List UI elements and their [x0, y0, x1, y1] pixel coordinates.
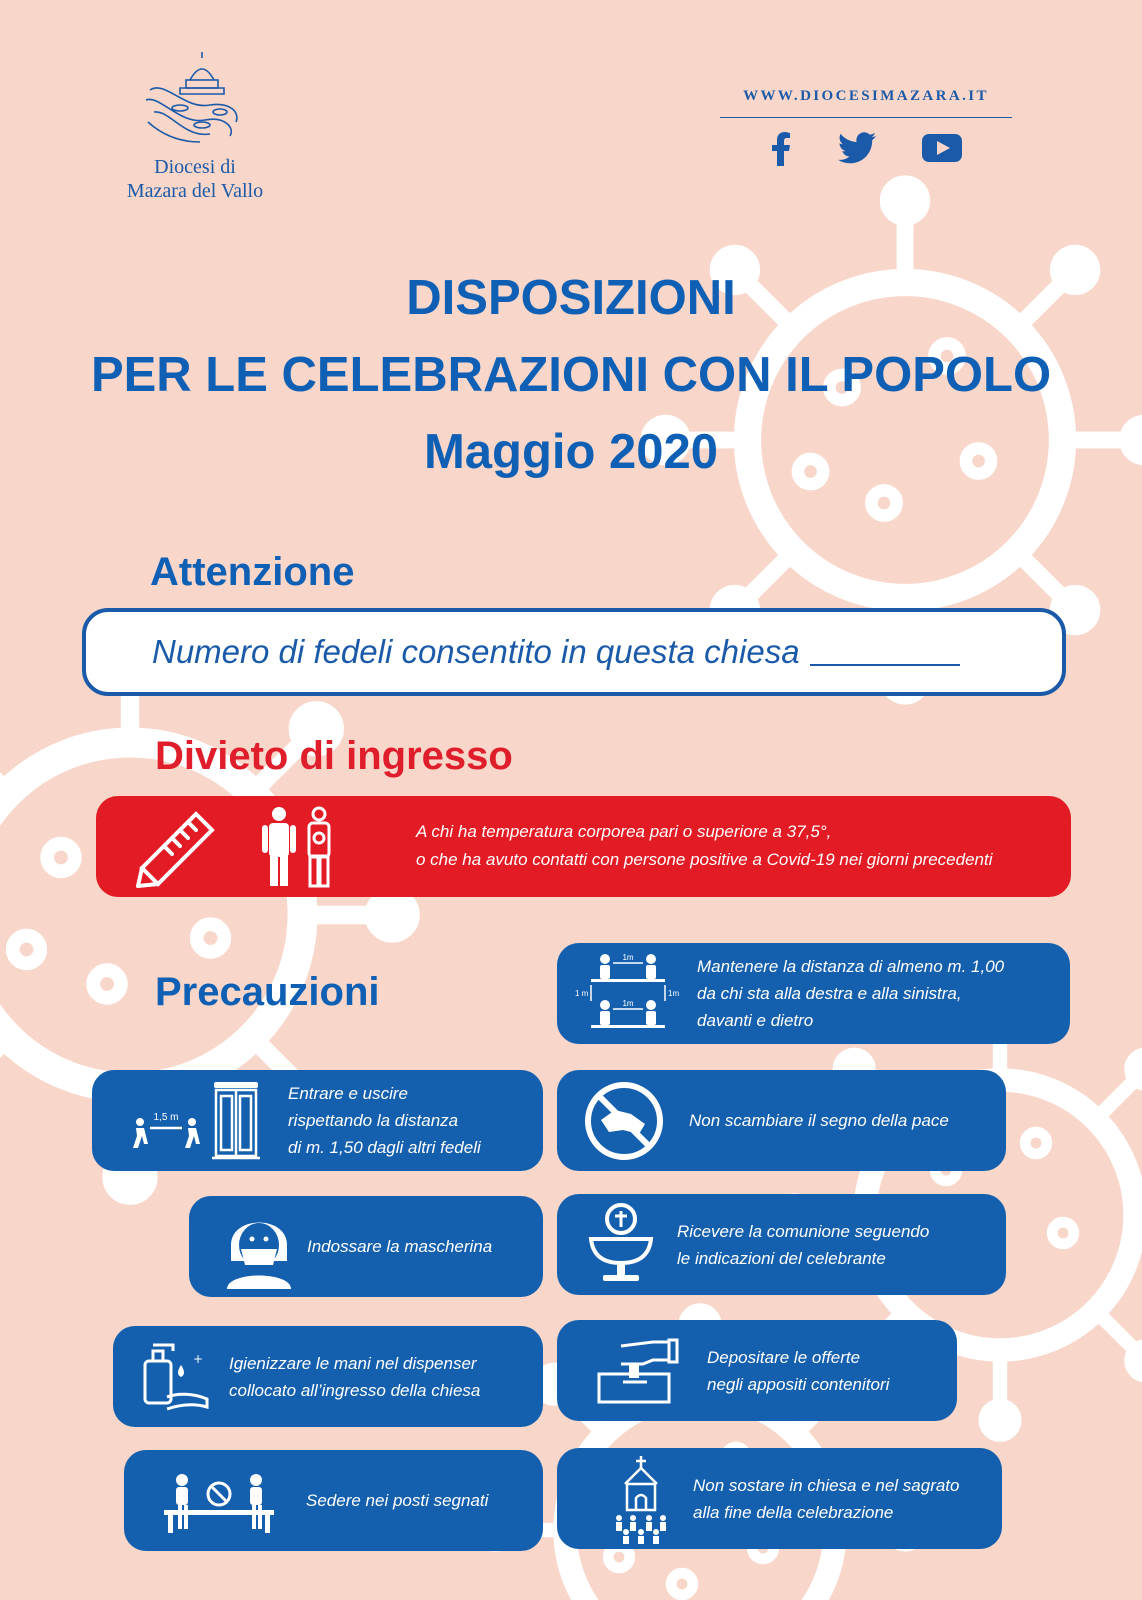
face-mask-icon: [221, 1205, 297, 1289]
text-line: Mantenere la distanza di almeno m. 1,00: [697, 957, 1005, 976]
text-line: di m. 1,50 dagli altri fedeli: [288, 1138, 481, 1157]
entry-ban-line-2: o che ha avuto contatti con persone positive a Covid-19 nei giorni precedenti: [416, 850, 993, 869]
precautions-heading: Precauzioni: [155, 970, 380, 1014]
marked-seats-icon: [160, 1466, 278, 1536]
precaution-text: [677, 1218, 929, 1272]
precaution-no-peace-sign: [557, 1070, 1006, 1171]
site-block: [720, 88, 1012, 171]
entry-ban-text: [416, 818, 992, 874]
label-1m-left: 1 m: [575, 988, 589, 998]
precaution-entry-distance: [92, 1070, 543, 1171]
diocese-logo: [100, 50, 290, 203]
entry-ban-line-1: A chi ha temperatura corporea pari o superiore a 37,5°,: [416, 822, 832, 841]
precaution-text: Non scambiare il segno della pace: [689, 1111, 949, 1130]
entry-ban-heading: Divieto di ingresso: [155, 734, 513, 778]
label-1m-bottom: 1m: [622, 998, 634, 1008]
facebook-icon[interactable]: [770, 132, 792, 171]
distance-1m-icon: [573, 949, 683, 1039]
hand-sanitizer-icon: [137, 1337, 213, 1417]
text-line: collocato all’ingresso della chiesa: [229, 1380, 481, 1400]
precaution-text: [707, 1344, 889, 1398]
precaution-text: [697, 953, 1004, 1034]
text-line: Depositare le offerte: [707, 1347, 861, 1367]
entry-distance-icon: [130, 1078, 260, 1164]
text-line: alla fine della celebrazione: [693, 1502, 894, 1522]
label-1m-right: 1m: [668, 988, 680, 998]
precaution-communion: [557, 1194, 1006, 1295]
text-line: davanti e dietro: [697, 1011, 814, 1030]
social-links: [720, 132, 1012, 171]
svg-text:+: +: [193, 1351, 204, 1366]
precaution-no-loitering: [557, 1448, 1002, 1549]
logo-line-2: Mazara del Vallo: [126, 180, 264, 202]
faithful-count-box: [82, 608, 1066, 696]
precaution-offerings: [557, 1320, 957, 1421]
title-line-1: DISPOSIZIONI: [406, 271, 736, 325]
precaution-text: Sedere nei posti segnati: [306, 1491, 489, 1510]
title-line-2: PER LE CELEBRAZIONI CON IL POPOLO: [90, 348, 1052, 402]
precaution-text: [229, 1350, 480, 1404]
precaution-face-mask: [189, 1196, 543, 1297]
text-line: Entrare e uscire: [288, 1084, 408, 1103]
faithful-count-label: Numero di fedeli consentito in questa chiesa: [152, 633, 800, 670]
text-line: Non sostare in chiesa e nel sagrato: [693, 1475, 960, 1495]
communion-chalice-icon: [587, 1203, 655, 1287]
offering-box-icon: [595, 1336, 679, 1406]
entry-ban-box: [96, 796, 1071, 897]
logo-line-1: Diocesi di: [154, 156, 236, 178]
text-line: da chi sta alla destra e alla sinistra,: [697, 984, 962, 1003]
precaution-text: [693, 1472, 960, 1526]
title-line-3: Maggio 2020: [423, 425, 719, 479]
precaution-sanitize-hands: [113, 1326, 543, 1427]
text-line: Igienizzare le mani nel dispenser: [229, 1353, 477, 1373]
youtube-icon[interactable]: [922, 132, 962, 171]
attention-heading: Attenzione: [150, 550, 355, 594]
faithful-count-blank[interactable]: [810, 638, 960, 666]
text-line: le indicazioni del celebrante: [677, 1248, 886, 1268]
website-link[interactable]: WWW.DIOCESIMAZARA.IT: [720, 88, 1012, 118]
twitter-icon[interactable]: [838, 132, 876, 171]
sick-person-icon: [261, 806, 341, 888]
label-1-5m: 1,5 m: [153, 1111, 179, 1123]
precaution-marked-seats: [124, 1450, 543, 1551]
church-crowd-icon: [611, 1454, 671, 1544]
label-1m-top: 1m: [622, 952, 634, 962]
precaution-text: [288, 1080, 481, 1161]
no-handshake-icon: [583, 1080, 665, 1162]
precaution-distance-1m: [557, 943, 1070, 1044]
cathedral-fish-logo-icon: [140, 50, 250, 150]
page-title: [0, 260, 1142, 491]
text-line: negli appositi contenitori: [707, 1374, 890, 1394]
precaution-text: Indossare la mascherina: [307, 1237, 493, 1256]
thermometer-icon: [136, 808, 218, 888]
text-line: Ricevere la comunione seguendo: [677, 1221, 930, 1241]
text-line: rispettando la distanza: [288, 1111, 459, 1130]
